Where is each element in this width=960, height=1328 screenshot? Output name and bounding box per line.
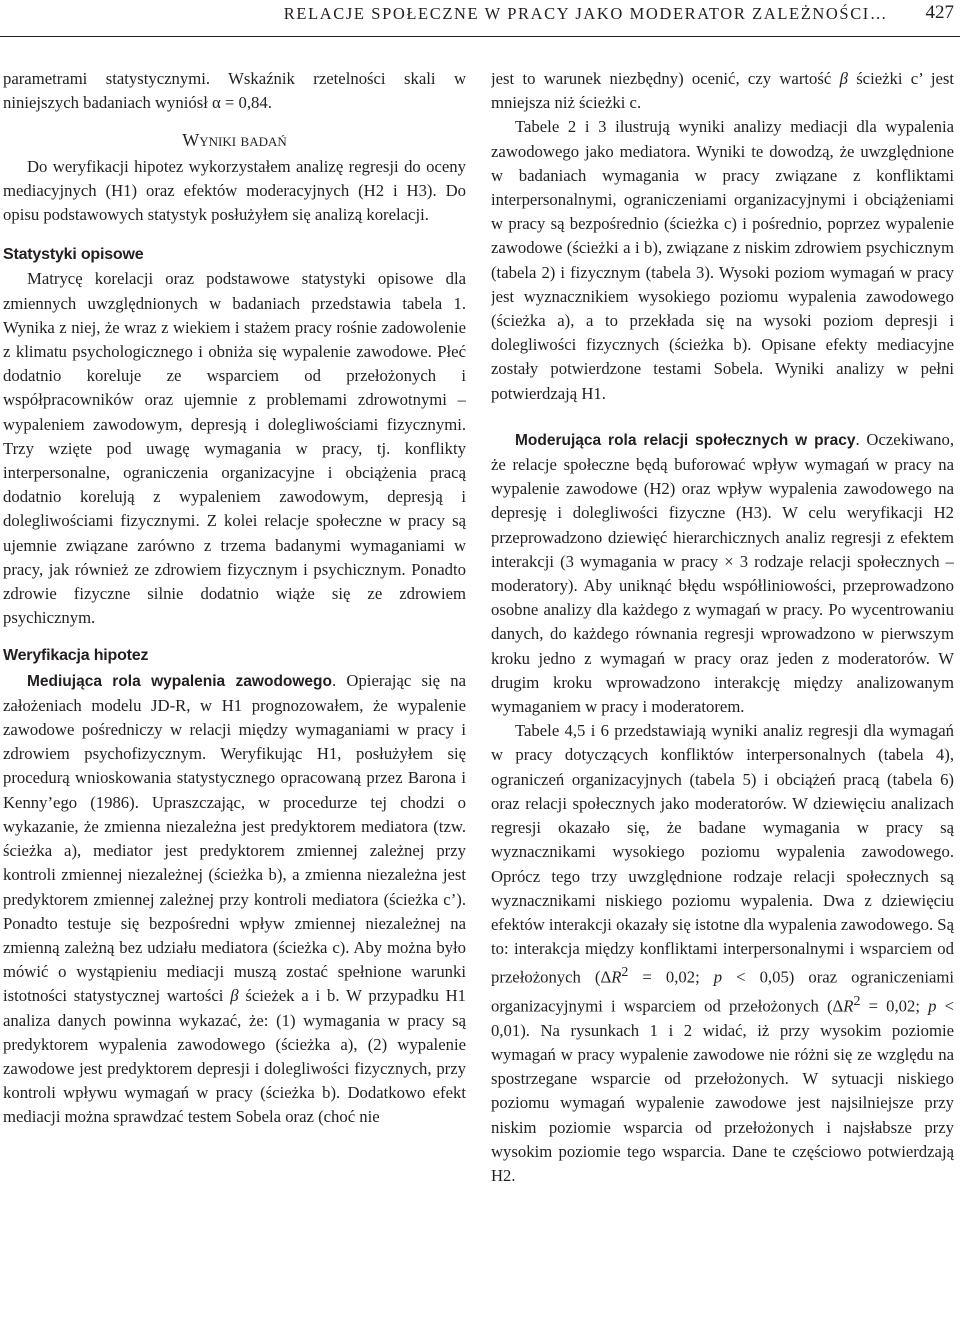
stat-text: < 0,01). Na rysunkach 1 i 2 widać, iż przy wysokim poziomie wymagań w pracy wypalenie zawodowe nie różni się ze względu na spostrzegane wsparcie od przełożonych. W sytuacji niskiego poziomu wymagań wypalenie zawodowe jest najsilniejsze przy niskim poziomie wsparcia od przełożonych i najsłabsze przy wysokim poziomie tego wsparcia. Dane te częściowo potwierdzają H2. <box>491 996 954 1186</box>
running-head <box>0 0 960 30</box>
p-symbol: p <box>713 967 723 987</box>
page-number: 427 <box>925 2 954 23</box>
inline-heading-mediation: Mediująca rola wypalenia zawodowego <box>27 672 332 690</box>
paragraph-results: Do weryfikacji hipotez wykorzystałem analizę regresji do oceny mediacyjnych (H1) oraz efektów moderacyjnych (H2 i H3). Do opisu podstawowych statystyk posłużyłem się analizą korelacji. <box>3 156 466 225</box>
tables-text: Tabele 4,5 i 6 przedstawiają wyniki analiz regresji dla wymagań w pracy dotyczących konfliktów interpersonalnych (tabela 4), ograniczeń organizacyjnych (tabela 5) i obciążeń pracą (tabela 6) oraz relacji społecznych jako moderatorów. W dziewięciu analizach regresji okazało się, że badane wymagania w pracy są wyznacznikami wysokiego poziomu wypalenia zawodowego. Oprócz tego trzy uwzględnione rodzaje relacji społecznych są wyznacznikami niskiego poziomu wypalenia. Dwa z dziewięciu efektów interakcji okazały się istotne dla wypalenia zawodowego. Są to: interakcja między konfliktami interpersonalnymi i wsparciem od przełożonych (Δ <box>491 721 954 987</box>
right-column <box>491 67 954 1322</box>
continued-text: jest to warunek niezbędny) ocenić, czy wartość <box>491 69 832 88</box>
r-symbol: R <box>611 967 622 987</box>
continued-text-end: ścieżki c’ jest mniejsza niż ścieżki c. <box>491 69 954 113</box>
spacer <box>491 406 954 428</box>
beta-symbol: β <box>230 986 239 1006</box>
paragraph-mediation: Mediująca rola wypalenia zawodowego. Opierając się na założeniach modelu JD-R, w H1 prognozowałem, że wypalenie zawodowe pośredniczy w relacji między wymaganiami w pracy i zdrowiem psychofizycznym. Weryfikując H1, posłużyłem się procedurą wnioskowania statystycznego opracowaną przez Barona i Kenny’ego (1986). Upraszczając, w procedurze tej chodzi o wykazanie, że zmienna niezależna jest predyktorem mediatora (tzw. ścieżka a), mediator jest predyktorem zmiennej zależnej przy kontroli zmiennej niezależnej (ścieżka b), a zmienna niezależna jest predyktorem zmiennej zależnej przy kontroli mediatora (ścieżka c’). Ponadto testuje się bezpośredni wpływ zmiennej niezależnej na zmienną zależną bez udziału mediatora (ścieżka c). Aby można było mówić o wystąpieniu mediacji muszą zostać spełnione warunki istotności statystycznej wartości β ścieżek a i b. W przypadku H1 analiza danych powinna wykazać, że: (1) wymagania w pracy są predyktorem wypalenia zawodowego (ścieżka a), (2) wypalenie zawodowe jest predyktorem depresji i dolegliwości fizycznych, przy kontroli wpływu wymagań w pracy (ścieżka b). Dodatkowo efekt mediacji można sprawdzać testem Sobela oraz (choć nie <box>3 670 466 1127</box>
p-symbol: p <box>928 996 937 1016</box>
stat-text: = 0,02; <box>860 996 929 1016</box>
moderation-text: . Oczekiwano, że relacje społeczne będą buforować wpływ wymagań w pracy na wypalenie zawodowe (H2) oraz wpływ wypalenia zawodowego na depresję i dolegliwości fizyczne (H3). W celu weryfikacji H2 przeprowadzono dziewięć hierarchicznych analiz regresji z efektem interakcji (3 wymagania w pracy × 3 rodzaje relacji społecznych – moderatory). Aby uniknąć błędu współliniowości, przeprowadzono osobne analizy dla każdego z wymagań w pracy. Po wycentrowaniu danych, do każdego równania regresji wprowadzono w pierwszym kroku jedno z wymagań w pracy oraz jeden z moderatorów. W drugim kroku wprowadzono interakcję między analizowanym wymaganiem w pracy i moderatorem. <box>491 429 954 717</box>
paragraph-continued <box>491 67 954 115</box>
header-rule <box>0 36 960 37</box>
running-title: RELACJE SPOŁECZNE W PRACY JAKO MODERATOR ZALEŻNOŚCI… <box>283 4 888 23</box>
mediation-text-tail: ścieżek a i b. W przypadku H1 analiza danych powinna wykazać, że: (1) wymagania w pracy są predyktorem wypalenia zawodowego (ścieżka a), (2) wypalenie zawodowe jest predyktorem depresji i dolegliwości fizycznych, przy kontroli wpływu wymagań w pracy (ścieżka b). Dodatkowo efekt mediacji można sprawdzać testem Sobela oraz (choć nie <box>3 986 466 1127</box>
mediation-text: Opierając się na założeniach modelu JD-R, w H1 prognozowałem, że wypalenie zawodowe pośredniczy w relacji między wymaganiami w pracy i zdrowiem psychofizycznym. Weryfikując H1, posłużyłem się procedurą wnioskowania statystycznego opracowaną przez Barona i Kenny’ego (1986). Upraszczając, w procedurze tej chodzi o wykazanie, że zmienna niezależna jest predyktorem mediatora (tzw. ścieżka a), mediator jest predyktorem zmiennej zależnej przy kontroli zmiennej niezależnej (ścieżka b), a zmienna niezależna jest predyktorem zmiennej zależnej przy kontroli mediatora (ścieżka c’). Ponadto testuje się bezpośredni wpływ zmiennej niezależnej na zmienną zależną bez udziału mediatora (ścieżka c). Aby można było mówić o wystąpieniu mediacji muszą zostać spełnione warunki istotności statystycznej wartości <box>3 670 466 1006</box>
section-heading-results: Wyniki badań <box>182 130 287 151</box>
superscript-2: 2 <box>621 965 629 981</box>
inline-heading-moderation: Moderująca rola relacji społecznych w pracy <box>515 431 856 449</box>
paragraph-intro: parametrami statystycznymi. Wskaźnik rzetelności skali w niniejszych badaniach wyniósł α = 0,84. <box>3 69 466 113</box>
superscript-2: 2 <box>853 994 861 1010</box>
stat-text: = 0,02; <box>628 967 714 987</box>
paragraph-tables-2-3: Tabele 2 i 3 ilustrują wyniki analizy mediacji dla wypalenia zawodowego jako mediatora. Wyniki te dowodzą, że uwzględnione w badaniach wymagania w pracy związane z konfliktami interpersonalnymi, ograniczeniami organizacyjnymi i obciążeniami w pracy są bezpośrednio (ścieżka c) i pośrednio, poprzez wypalenie zawodowe (ścieżki a i b), związane z niskim zdrowiem psychicznym (tabela 2) i fizycznym (tabela 3). Wysoki poziom wymagań w pracy jest wyznacznikiem wysokiego poziomu wypalenia zawodowego (ścieżka a), a to przekłada się na wysoki poziom depresji i dolegliwości fizycznych (ścieżka b). Opisane efekty mediacyjne zostały potwierdzone testami Sobela. Wyniki analizy w pełni potwierdzają H1. <box>491 117 954 403</box>
r-symbol: R <box>843 996 854 1016</box>
subheading-hypothesis-verification: Weryfikacja hipotez <box>3 647 149 665</box>
left-column <box>3 67 466 1322</box>
paragraph-tables-4-5-6 <box>491 719 954 1188</box>
paragraph-moderation <box>491 428 954 719</box>
beta-symbol: β <box>839 69 848 88</box>
stat-text: < 0,05) oraz ograniczeniami organizacyjnymi i wsparciem od przełożonych (Δ <box>491 967 954 1016</box>
subheading-descriptive-statistics: Statystyki opisowe <box>3 246 144 264</box>
paragraph-descriptive-statistics: Matrycę korelacji oraz podstawowe statystyki opisowe dla zmiennych uwzględnionych w badaniach przedstawia tabela 1. Wynika z niej, że wraz z wiekiem i stażem pracy rośnie zadowolenie z klimatu psychologicznego i obniża się wypalenie zawodowe. Płeć dodatnio koreluje ze wsparciem od przełożonych i współpracowników oraz ujemnie z problemami zdrowotnymi – wypaleniem zawodowym, depresją i dolegliwościami fizycznymi. Trzy wzięte pod uwagę wymagania w pracy, tj. konflikty interpersonalne, ograniczenia organizacyjne i obciążenia pracą dodatnio korelują z wypaleniem zawodowym, depresją i dolegliwościami fizycznymi. Z kolei relacje społeczne w pracy są ujemnie związane zarówno z trzema badanymi wymaganiami w pracy, jak również ze zdrowiem fizycznym i psychicznym. Ponadto zdrowie fizyczne silnie dodatnio wiąże się ze zdrowiem psychicznym. <box>3 269 466 628</box>
